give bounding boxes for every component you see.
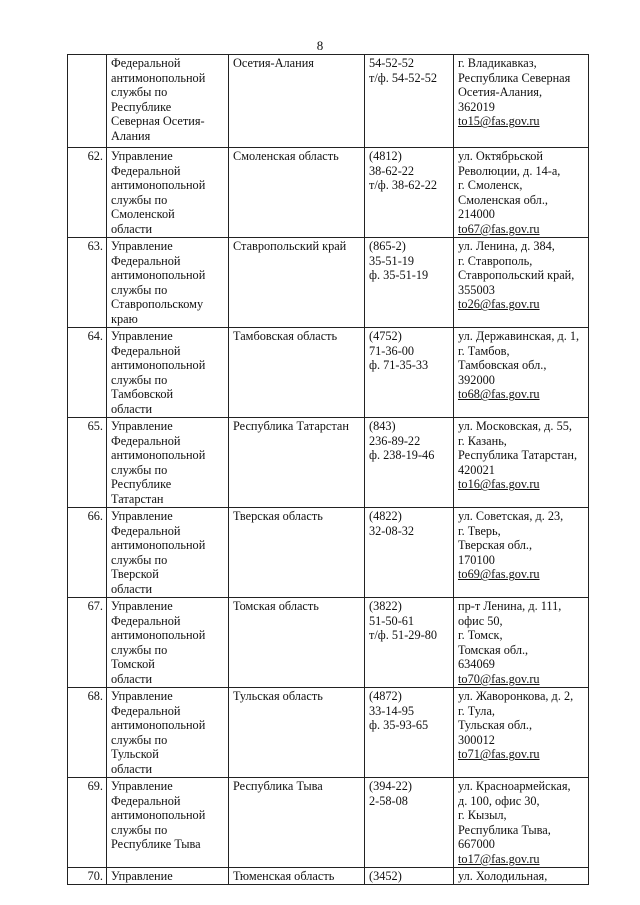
region-cell xyxy=(229,868,365,885)
row-number: 65. xyxy=(68,418,107,508)
cell-line: 51-50-61 xyxy=(369,613,415,628)
region-cell xyxy=(229,778,365,868)
address-cell xyxy=(454,148,589,238)
table-row xyxy=(68,508,589,598)
phone-cell xyxy=(365,238,454,328)
cell-line: антимонопольной xyxy=(111,70,206,85)
row-number: 64. xyxy=(68,328,107,418)
cell-line: Томская обл., xyxy=(458,642,529,657)
cell-line: ул. Советская, д. 23, xyxy=(458,509,564,523)
phone-cell xyxy=(365,598,454,688)
cell-line: антимонопольной xyxy=(111,808,206,823)
cell-line: области xyxy=(111,581,153,596)
cell-line: антимонопольной xyxy=(111,178,206,193)
cell-line: 2-58-08 xyxy=(369,793,408,808)
cell-line: 355003 xyxy=(458,282,495,297)
region-cell xyxy=(229,598,365,688)
cell-line: Тульская область xyxy=(233,689,323,703)
office-name-cell xyxy=(107,55,229,148)
row-number: 62. xyxy=(68,148,107,238)
phone-cell xyxy=(365,508,454,598)
table-row xyxy=(68,55,589,148)
cell-line: Ставропольский край xyxy=(233,239,347,253)
cell-line: пр-т Ленина, д. 111, xyxy=(458,599,562,613)
cell-line: г. Тула, xyxy=(458,703,495,718)
office-name-cell xyxy=(107,688,229,778)
email-link[interactable]: to26@fas.gov.ru xyxy=(458,297,540,312)
cell-line: Федеральной xyxy=(111,253,181,268)
cell-line: 362019 xyxy=(458,99,495,114)
cell-line: Федеральной xyxy=(111,703,181,718)
cell-line: Управление xyxy=(111,509,173,523)
cell-line: области xyxy=(111,671,153,686)
email-link[interactable]: to71@fas.gov.ru xyxy=(458,747,540,762)
cell-line: антимонопольной xyxy=(111,718,206,733)
address-cell xyxy=(454,688,589,778)
cell-line: 71-36-00 xyxy=(369,343,415,358)
address-cell xyxy=(454,778,589,868)
cell-line: ф. 35-93-65 xyxy=(369,718,429,733)
cell-line: Управление xyxy=(111,689,173,703)
address-cell xyxy=(454,598,589,688)
offices-table xyxy=(67,54,589,885)
cell-line: т/ф. 54-52-52 xyxy=(369,70,437,85)
cell-line: ул. Жаворонкова, д. 2, xyxy=(458,689,574,703)
offices-table-body xyxy=(68,55,589,885)
region-cell xyxy=(229,508,365,598)
cell-line: Республика Татарстан xyxy=(233,419,349,433)
cell-line: Федеральной xyxy=(111,163,181,178)
cell-line: ул. Ленина, д. 384, xyxy=(458,239,555,253)
address-cell xyxy=(454,508,589,598)
cell-line: ул. Красноармейская, xyxy=(458,779,571,793)
office-name-cell xyxy=(107,328,229,418)
cell-line: Республике xyxy=(111,99,172,114)
region-cell xyxy=(229,55,365,148)
cell-line: г. Тверь, xyxy=(458,523,501,538)
cell-line: (3452) xyxy=(369,869,402,883)
office-name-cell xyxy=(107,598,229,688)
cell-line: офис 50, xyxy=(458,613,503,628)
cell-line: ул. Державинская, д. 1, xyxy=(458,329,580,343)
cell-line: Тверская область xyxy=(233,509,323,523)
address-cell xyxy=(454,868,589,885)
table-row xyxy=(68,778,589,868)
table-row xyxy=(68,418,589,508)
office-name-cell xyxy=(107,778,229,868)
phone-cell xyxy=(365,778,454,868)
cell-line: 392000 xyxy=(458,372,495,387)
row-number: 67. xyxy=(68,598,107,688)
cell-line: (394-22) xyxy=(369,779,413,793)
cell-line: ф. 71-35-33 xyxy=(369,358,429,373)
cell-line: Осетия-Алания xyxy=(233,56,314,70)
row-number: 66. xyxy=(68,508,107,598)
cell-line: службы по xyxy=(111,732,168,747)
cell-line: Тамбовская обл., xyxy=(458,358,547,373)
cell-line: (4812) xyxy=(369,149,402,163)
cell-line: Управление xyxy=(111,599,173,613)
cell-line: Томская область xyxy=(233,599,319,613)
cell-line: 420021 xyxy=(458,462,495,477)
cell-line: т/ф. 51-29-80 xyxy=(369,628,437,643)
cell-line: Федеральной xyxy=(111,56,181,70)
email-link[interactable]: to69@fas.gov.ru xyxy=(458,567,540,582)
cell-line: ф. 35-51-19 xyxy=(369,268,429,283)
cell-line: Революции, д. 14-а, xyxy=(458,163,561,178)
office-name-cell xyxy=(107,418,229,508)
address-cell xyxy=(454,418,589,508)
cell-line: Татарстан xyxy=(111,491,164,506)
cell-line: Федеральной xyxy=(111,433,181,448)
address-cell xyxy=(454,238,589,328)
email-link[interactable]: to67@fas.gov.ru xyxy=(458,221,540,236)
row-number: 69. xyxy=(68,778,107,868)
cell-line: 38-62-22 xyxy=(369,163,415,178)
cell-line: (843) xyxy=(369,419,396,433)
cell-line: Управление xyxy=(111,869,173,883)
cell-line: 214000 xyxy=(458,207,495,222)
cell-line: Федеральной xyxy=(111,343,181,358)
cell-line: службы по xyxy=(111,372,168,387)
cell-line: 634069 xyxy=(458,657,495,672)
cell-line: Ставропольский край, xyxy=(458,268,575,283)
cell-line: г. Ставрополь, xyxy=(458,253,533,268)
row-number: 70. xyxy=(68,868,107,885)
cell-line: Тульская обл., xyxy=(458,718,533,733)
cell-line: антимонопольной xyxy=(111,448,206,463)
cell-line: 236-89-22 xyxy=(369,433,421,448)
phone-cell xyxy=(365,418,454,508)
cell-line: Республика Татарстан, xyxy=(458,448,578,463)
cell-line: г. Владикавказ, xyxy=(458,56,537,70)
region-cell xyxy=(229,328,365,418)
cell-line: Управление xyxy=(111,329,173,343)
cell-line: Тамбовской xyxy=(111,387,174,402)
table-row xyxy=(68,868,589,885)
office-name-cell xyxy=(107,868,229,885)
cell-line: Алания xyxy=(111,128,151,143)
office-name-cell xyxy=(107,238,229,328)
cell-line: г. Томск, xyxy=(458,628,503,643)
cell-line: ул. Московская, д. 55, xyxy=(458,419,572,433)
cell-line: Управление xyxy=(111,239,173,253)
cell-line: 300012 xyxy=(458,732,495,747)
phone-cell xyxy=(365,688,454,778)
cell-line: области xyxy=(111,221,153,236)
cell-line: ф. 238-19-46 xyxy=(369,448,435,463)
cell-line: Республика Тыва, xyxy=(458,822,551,837)
cell-line: 54-52-52 xyxy=(369,56,415,70)
cell-line: (3822) xyxy=(369,599,402,613)
cell-line: службы по xyxy=(111,552,168,567)
cell-line: Смоленской xyxy=(111,207,175,222)
cell-line: Тамбовская область xyxy=(233,329,338,343)
page-number: 8 xyxy=(316,38,324,53)
cell-line: Северная Осетия- xyxy=(111,114,205,129)
table-row xyxy=(68,688,589,778)
cell-line: Республике Тыва xyxy=(111,837,201,852)
cell-line: (865-2) xyxy=(369,239,406,253)
cell-line: 170100 xyxy=(458,552,495,567)
cell-line: г. Кызыл, xyxy=(458,808,507,823)
email-link[interactable]: to70@fas.gov.ru xyxy=(458,671,540,686)
cell-line: ул. Холодильная, xyxy=(458,869,548,883)
cell-line: Осетия-Алания, xyxy=(458,85,543,100)
cell-line: Республике xyxy=(111,477,172,492)
cell-line: Тверская обл., xyxy=(458,538,533,553)
email-link[interactable]: to17@fas.gov.ru xyxy=(458,851,540,866)
cell-line: службы по xyxy=(111,282,168,297)
cell-line: антимонопольной xyxy=(111,268,206,283)
cell-line: краю xyxy=(111,311,138,326)
cell-line: Смоленская обл., xyxy=(458,192,548,207)
cell-line: Республика Северная xyxy=(458,70,571,85)
cell-line: службы по xyxy=(111,462,168,477)
cell-line: 35-51-19 xyxy=(369,253,415,268)
phone-cell xyxy=(365,148,454,238)
cell-line: т/ф. 38-62-22 xyxy=(369,178,437,193)
row-number xyxy=(68,55,107,148)
cell-line: 667000 xyxy=(458,837,495,852)
email-link[interactable]: to16@fas.gov.ru xyxy=(458,477,540,492)
cell-line: 32-08-32 xyxy=(369,523,415,538)
cell-line: Тюменская область xyxy=(233,869,335,883)
address-cell xyxy=(454,55,589,148)
cell-line: Республика Тыва xyxy=(233,779,323,793)
table-row xyxy=(68,148,589,238)
cell-line: Ставропольскому xyxy=(111,297,204,312)
table-row xyxy=(68,328,589,418)
cell-line: Тверской xyxy=(111,567,159,582)
cell-line: (4752) xyxy=(369,329,402,343)
row-number: 68. xyxy=(68,688,107,778)
cell-line: службы по xyxy=(111,192,168,207)
table-row xyxy=(68,598,589,688)
cell-line: службы по xyxy=(111,642,168,657)
table-row xyxy=(68,238,589,328)
region-cell xyxy=(229,418,365,508)
cell-line: г. Казань, xyxy=(458,433,507,448)
cell-line: антимонопольной xyxy=(111,538,206,553)
cell-line: г. Смоленск, xyxy=(458,178,523,193)
phone-cell xyxy=(365,328,454,418)
cell-line: (4822) xyxy=(369,509,402,523)
cell-line: Смоленская область xyxy=(233,149,339,163)
office-name-cell xyxy=(107,148,229,238)
office-name-cell xyxy=(107,508,229,598)
region-cell xyxy=(229,148,365,238)
cell-line: Управление xyxy=(111,419,173,433)
cell-line: антимонопольной xyxy=(111,628,206,643)
cell-line: Томской xyxy=(111,657,155,672)
cell-line: Федеральной xyxy=(111,523,181,538)
cell-line: службы по xyxy=(111,822,168,837)
address-cell xyxy=(454,328,589,418)
cell-line: антимонопольной xyxy=(111,358,206,373)
row-number: 63. xyxy=(68,238,107,328)
cell-line: (4872) xyxy=(369,689,402,703)
cell-line: д. 100, офис 30, xyxy=(458,793,540,808)
cell-line: г. Тамбов, xyxy=(458,343,510,358)
email-link[interactable]: to68@fas.gov.ru xyxy=(458,387,540,402)
cell-line: Федеральной xyxy=(111,613,181,628)
cell-line: области xyxy=(111,761,153,776)
cell-line: Тульской xyxy=(111,747,159,762)
cell-line: ул. Октябрьской xyxy=(458,149,544,163)
region-cell xyxy=(229,238,365,328)
region-cell xyxy=(229,688,365,778)
cell-line: области xyxy=(111,401,153,416)
email-link[interactable]: to15@fas.gov.ru xyxy=(458,114,540,129)
cell-line: Федеральной xyxy=(111,793,181,808)
cell-line: службы по xyxy=(111,85,168,100)
phone-cell xyxy=(365,868,454,885)
cell-line: Управление xyxy=(111,779,173,793)
phone-cell xyxy=(365,55,454,148)
cell-line: Управление xyxy=(111,149,173,163)
cell-line: 33-14-95 xyxy=(369,703,415,718)
